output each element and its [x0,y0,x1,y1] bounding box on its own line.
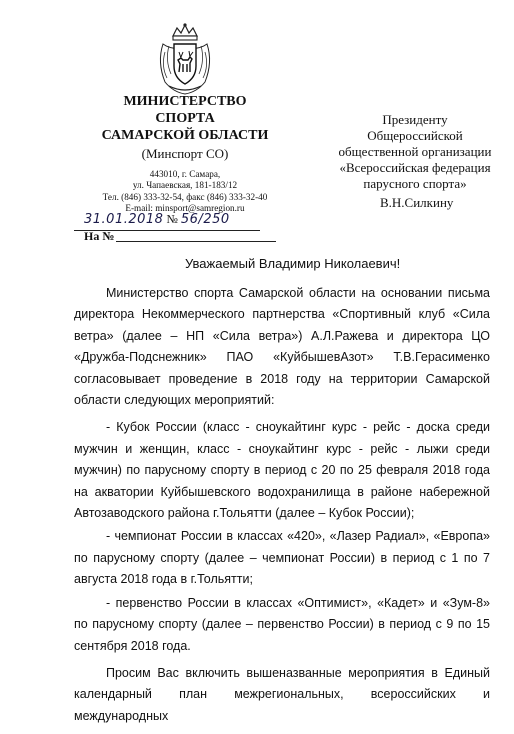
coat-of-arms-icon [155,22,215,96]
addressee-block [330,112,500,192]
reply-to-label: На № [84,229,115,243]
addressee-line: парусного спорта» [363,176,467,191]
addressee-line: Президенту [382,112,448,127]
addressee-name: В.Н.Силкину [380,195,454,210]
paragraph: - чемпионат России в классах «420», «Лазер Радиал», «Европа» по парусному спорту (далее – чемпионат России) в период с 1 по 7 августа 2018 года в г.Тольятти; [74,529,490,587]
addressee-line: Общероссийской [367,128,463,143]
sender-block [85,93,285,215]
phone-line: Тел. (846) 333-32-54, факс (846) 333-32-40 [102,191,268,202]
paragraph: Министерство спорта Самарской области на основании письма директора Некоммерческого партнерства «Спортивный клуб «Сила ветра» (далее – НП «Сила ветра») А.Л.Ражева и директора ЦО «Дружба-Подснежник» ПАО «КуйбышевАзот» Т.В.Герасименко согласовывает проведение в 2018 году на территории Самарской области следующих мероприятий: [74,286,490,408]
ministry-name-line2: СПОРТА [155,111,215,126]
ministry-name-line1: МИНИСТЕРСТВО [123,94,247,109]
paragraph: - Кубок России (класс - сноукайтинг курс - рейс - доска среди мужчин и женщин, класс - сноукайтинг курс - рейс - лыжи среди мужчин) по парусному спорту в период с 20 по 25 февраля 2018 года на акватории Куйбышевского водохранилища в районе набережной Автозаводского района г.Тольятти (далее – Кубок России); [74,420,490,521]
ministry-short-name: (Минспорт СО) [141,146,229,161]
outgoing-date: 31.01.2018 [84,212,164,227]
letter-body [74,283,490,733]
reply-to-number [84,229,276,244]
addressee-line: общественной организации [338,144,492,159]
number-sign: № [166,212,178,226]
sender-address [85,169,285,215]
outgoing-number-value: 56/250 [180,212,230,227]
paragraph: Просим Вас включить вышеназванные мероприятия в Единый календарный план межрегиональных, всероссийских и международных [74,665,490,723]
salutation: Уважаемый Владимир Николаевич! [185,256,401,271]
address-line: 443010, г. Самара, [149,169,221,179]
address-line: ул. Чапаевская, 181-183/12 [132,180,238,191]
ministry-name-line3: САМАРСКОЙ ОБЛАСТИ [101,128,269,143]
addressee-line: «Всероссийская федерация [339,160,491,175]
outgoing-number [84,212,230,227]
underline [116,241,276,242]
email-line: E-mail: minsport@samregion.ru [125,203,245,214]
paragraph: - первенство России в классах «Оптимист», «Кадет» и «Зум-8» по парусному спорту (далее – первенство России) в период с 9 по 15 сентября 2018 года. [74,595,490,653]
